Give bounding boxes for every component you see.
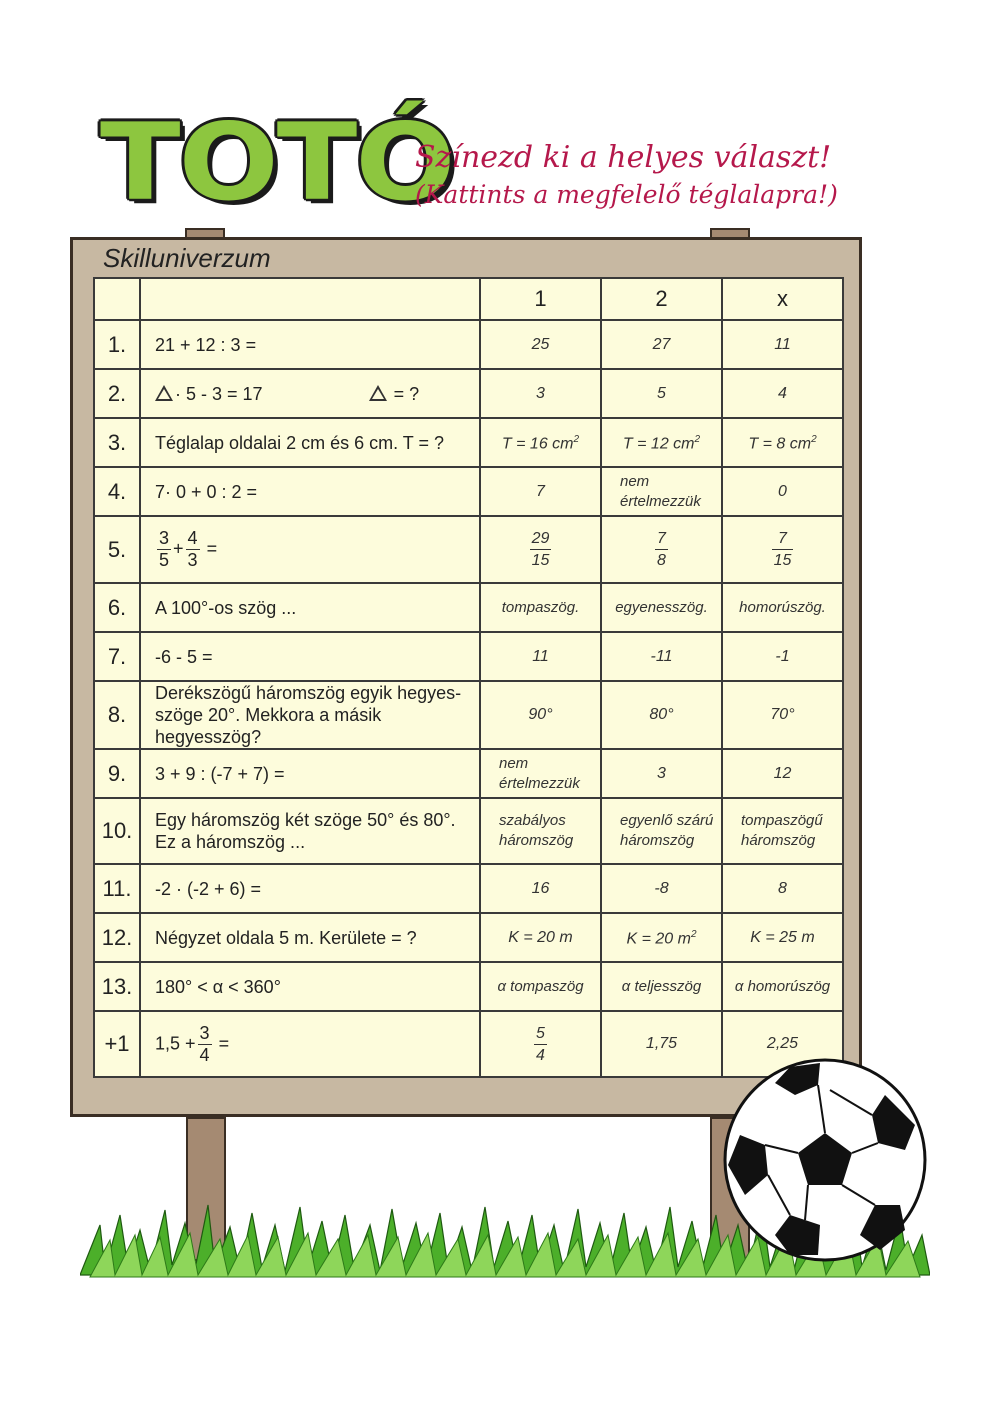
answer-cell-x[interactable]: homorúszög. [722,583,843,632]
header-empty-cell [94,278,140,320]
fraction: $\frac{3}{5}$ [159,528,170,570]
row-number: 13. [94,962,140,1011]
answer-text: háromszög [741,832,816,849]
answer-text: T = 16 cm [501,435,574,453]
row-number: 4. [94,467,140,516]
question-text: A 100°-os szög ... [140,583,480,632]
row-number: 3. [94,418,140,467]
row-number: +1 [94,1011,140,1077]
question-cell [140,681,480,749]
answer-cell-1[interactable] [480,418,601,467]
answer-cell-2[interactable]: 1,75 [601,1011,722,1077]
header-question-cell [140,278,480,320]
answer-cell-x[interactable]: 8 [722,864,843,913]
answer-cell-1[interactable] [480,1011,601,1077]
answer-cell-x[interactable] [722,516,843,583]
answer-cell-1[interactable]: 7 [480,467,601,516]
table-row [94,583,843,632]
answer-cell-2[interactable] [601,418,722,467]
answer-cell-x[interactable]: 4 [722,369,843,418]
sub-instruction-text: (Kattints a megfelelő téglalapra!) [415,180,838,209]
answer-text: háromszög [620,832,695,849]
table-row [94,681,843,749]
table-header-row [94,278,843,320]
table-row [94,962,843,1011]
row-number: 6. [94,583,140,632]
question-text: -2 · (-2 + 6) = [140,864,480,913]
question-text: 3 + 9 : (-7 + 7) = [140,749,480,798]
fraction: $\frac{29}{15}$ [531,530,550,569]
question-cell [140,1011,480,1077]
question-text: Téglalap oldalai 2 cm és 6 cm. T = ? [140,418,480,467]
answer-text: nem [499,754,529,772]
question-cell [140,369,480,418]
answer-text: tompaszögű [741,812,823,829]
answer-cell-2[interactable]: 3 [601,749,722,798]
table-row [94,320,843,369]
question-text: -6 - 5 = [140,632,480,681]
answer-cell-x[interactable] [722,418,843,467]
answer-text: háromszög [499,832,574,849]
table-row [94,749,843,798]
board-title: Skilluniverzum [103,243,271,273]
answer-cell-1[interactable]: tompaszög. [480,583,601,632]
unit-exponent: 2 [690,929,697,941]
answer-text: T = 8 cm [748,435,812,453]
question-text: 180° < α < 360° [140,962,480,1011]
triangle-icon [369,385,387,401]
equals-sign: = [218,1032,230,1053]
answer-cell-x[interactable] [722,798,843,864]
question-text: 7· 0 + 0 : 2 = [140,467,480,516]
soccer-ball-icon [720,1055,930,1265]
row-number: 12. [94,913,140,962]
column-header-x: x [722,278,843,320]
answer-cell-2[interactable]: α teljesszög [601,962,722,1011]
answer-text: értelmezzük [499,774,580,792]
answer-cell-2[interactable] [601,516,722,583]
answer-cell-x[interactable]: K = 25 m [722,913,843,962]
question-text: · 5 - 3 = 17 [175,383,263,404]
table-row [94,632,843,681]
answer-cell-2[interactable] [601,913,722,962]
table-row [94,516,843,583]
answer-cell-1[interactable]: 16 [480,864,601,913]
question-text: szöge 20°. Mekkora a másik hegyesszög? [155,705,382,747]
answer-cell-2[interactable]: egyenesszög. [601,583,722,632]
row-number: 10. [94,798,140,864]
row-number: 2. [94,369,140,418]
answer-cell-1[interactable] [480,749,601,798]
answer-cell-1[interactable]: 11 [480,632,601,681]
question-text: = ? [393,383,420,404]
answer-cell-x[interactable]: 12 [722,749,843,798]
table-row [94,798,843,864]
answer-cell-1[interactable]: 90° [480,681,601,749]
table-row [94,369,843,418]
answer-cell-2[interactable] [601,798,722,864]
answer-cell-x[interactable]: α homorúszög [722,962,843,1011]
question-text: 21 + 12 : 3 = [140,320,480,369]
fraction: $\frac{4}{3}$ [187,528,198,570]
question-cell [140,516,480,583]
toto-logo: TOTÓ [100,99,454,225]
answer-cell-1[interactable]: K = 20 m [480,913,601,962]
question-text: Derékszögű háromszög egyik hegyes- [155,683,462,703]
row-number: 8. [94,681,140,749]
column-header-2: 2 [601,278,722,320]
fraction: $\frac{7}{8}$ [657,530,666,569]
fraction: $\frac{3}{4}$ [199,1022,210,1065]
table-row [94,864,843,913]
answer-cell-2[interactable]: 80° [601,681,722,749]
question-text: Négyzet oldala 5 m. Kerülete = ? [140,913,480,962]
question-text: 1,5 + [155,1032,196,1053]
answer-cell-2[interactable]: 5 [601,369,722,418]
row-number: 1. [94,320,140,369]
unit-exponent: 2 [573,434,580,446]
table-row [94,913,843,962]
answer-cell-2[interactable]: nem értelmezzük [601,467,722,516]
answer-cell-2[interactable]: -11 [601,632,722,681]
answer-cell-x[interactable]: 70° [722,681,843,749]
answer-cell-1[interactable]: 25 [480,320,601,369]
answer-text: K = 20 m [626,930,691,948]
answer-text: egyenlő szárú [620,812,714,829]
row-number: 9. [94,749,140,798]
column-header-1: 1 [480,278,601,320]
answer-cell-1[interactable] [480,516,601,583]
question-text: Egy háromszög két szöge 50° és 80°. [155,810,456,830]
question-cell [140,798,480,864]
answer-cell-2[interactable]: -8 [601,864,722,913]
fraction: $\frac{5}{4}$ [536,1024,545,1064]
row-number: 11. [94,864,140,913]
row-number: 5. [94,516,140,583]
answer-cell-x[interactable]: 11 [722,320,843,369]
triangle-icon [155,385,173,401]
answer-cell-2[interactable]: 27 [601,320,722,369]
answer-cell-x[interactable]: -1 [722,632,843,681]
unit-exponent: 2 [694,434,701,446]
answer-text: T = 12 cm [622,435,695,453]
answer-cell-1[interactable] [480,798,601,864]
answer-cell-x[interactable]: 0 [722,467,843,516]
unit-exponent: 2 [811,434,817,446]
answer-cell-1[interactable]: α tompaszög [480,962,601,1011]
table-row [94,467,843,516]
table-row [94,418,843,467]
row-number: 7. [94,632,140,681]
question-text: Ez a háromszög ... [155,832,306,852]
fraction: $\frac{7}{15}$ [773,530,792,569]
answer-text: szabályos [499,812,566,829]
answer-cell-1[interactable]: 3 [480,369,601,418]
answer-cell-x[interactable]: 2,25 [722,1011,843,1077]
equals-sign: = [206,538,218,559]
plus-sign: + [173,538,184,559]
instruction-text: Színezd ki a helyes választ! [415,140,832,175]
toto-table [93,277,844,1078]
